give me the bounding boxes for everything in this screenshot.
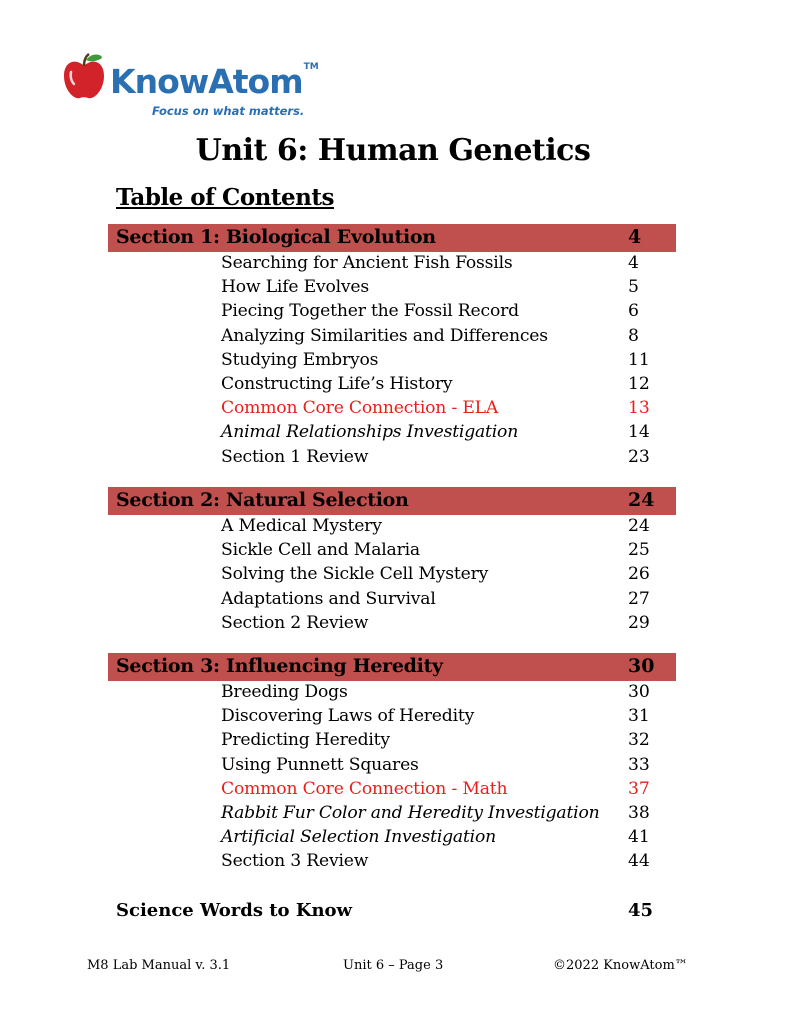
trademark: TM: [303, 62, 319, 72]
section-header-2[interactable]: [108, 487, 676, 515]
toc-entry-page: 13: [628, 398, 650, 419]
toc-entry-page: 32: [628, 730, 650, 751]
toc-entry[interactable]: [0, 851, 786, 875]
footer-left: M8 Lab Manual v. 3.1: [87, 958, 231, 973]
toc-entry-page: 12: [628, 374, 650, 394]
apple-icon: [62, 52, 106, 102]
toc-entry-label: Animal Relationships Investigation: [221, 422, 519, 443]
logo-wordmark: KnowAtom™: [110, 62, 319, 101]
toc-entry-label: Discovering Laws of Heredity: [221, 706, 475, 727]
toc-entry-page: 5: [628, 277, 639, 298]
toc-entry-page: 11: [628, 349, 650, 370]
toc-entry[interactable]: [0, 422, 786, 446]
toc-entry-label: Common Core Connection - ELA: [221, 398, 499, 419]
toc-entry-page: 4: [628, 253, 639, 273]
toc-entry-page: 26: [628, 564, 650, 585]
toc-entry-label: A Medical Mystery: [221, 516, 382, 536]
toc-entry[interactable]: [0, 350, 786, 374]
toc-entry-page: 30: [628, 682, 650, 702]
toc-entry-page: 37: [628, 778, 650, 799]
toc-entry[interactable]: [0, 827, 786, 851]
toc-entry-page: 14: [628, 422, 650, 443]
toc-entry-page: 27: [628, 588, 650, 609]
toc-entry[interactable]: [0, 398, 786, 422]
toc-entry-label: Common Core Connection - Math: [221, 778, 508, 799]
toc-entry-page: 33: [628, 754, 650, 775]
toc-entry-label: Section 3 Review: [221, 851, 369, 872]
toc-entry[interactable]: [0, 779, 786, 803]
toc-entry-label: Section 1 Review: [221, 446, 369, 467]
toc-entry-label: Constructing Life’s History: [221, 374, 453, 394]
toc-entry[interactable]: [0, 326, 786, 350]
toc-entry-label: Artificial Selection Investigation: [221, 827, 496, 848]
toc-entry-page: 41: [628, 827, 650, 848]
section-header-1[interactable]: [108, 224, 676, 252]
toc-entry-label: Studying Embryos: [221, 349, 379, 370]
toc-entry-label: How Life Evolves: [221, 277, 370, 298]
toc-heading: Table of Contents: [116, 184, 334, 211]
toc-entry-label: Analyzing Similarities and Differences: [221, 325, 548, 346]
toc-entry-label: Sickle Cell and Malaria: [221, 540, 420, 561]
toc-entry[interactable]: [0, 589, 786, 613]
section-title: Section 2: Natural Selection: [116, 489, 409, 511]
toc-entry[interactable]: [0, 564, 786, 588]
knowatom-logo: [62, 50, 322, 122]
toc-entry-label: Rabbit Fur Color and Heredity Investigation: [221, 803, 600, 823]
toc-entry[interactable]: [0, 447, 786, 471]
section-title: Section 3: Influencing Heredity: [116, 655, 443, 677]
section-title: Section 1: Biological Evolution: [116, 226, 436, 248]
page-title: Unit 6: Human Genetics: [195, 133, 591, 168]
toc-entry-label: Adaptations and Survival: [221, 588, 436, 609]
toc-entry-label: Breeding Dogs: [221, 682, 348, 702]
toc-entry[interactable]: [0, 730, 786, 754]
toc-entry[interactable]: [0, 516, 786, 540]
section-header-3[interactable]: [108, 653, 676, 681]
toc-entry-page: 31: [628, 706, 650, 727]
section-page-number: 30: [628, 655, 655, 677]
toc-entry-page: 44: [628, 851, 650, 872]
logo-tagline: Focus on what matters.: [152, 104, 305, 118]
science-words-label[interactable]: Science Words to Know: [116, 900, 353, 921]
toc-entry-label: Using Punnett Squares: [221, 754, 419, 775]
toc-entry[interactable]: [0, 253, 786, 277]
toc-entry[interactable]: [0, 374, 786, 398]
toc-entry[interactable]: [0, 682, 786, 706]
toc-entry-label: Solving the Sickle Cell Mystery: [221, 564, 489, 585]
toc-entry[interactable]: [0, 540, 786, 564]
toc-entry-label: Section 2 Review: [221, 612, 369, 633]
footer-center: Unit 6 – Page 3: [343, 958, 444, 973]
toc-entry-label: Predicting Heredity: [221, 730, 390, 751]
toc-entry[interactable]: [0, 755, 786, 779]
atom-o: o: [247, 62, 270, 101]
toc-entry-page: 24: [628, 516, 650, 536]
toc-entry-page: 23: [628, 446, 650, 467]
section-page-number: 4: [628, 226, 642, 248]
toc-entry-page: 38: [628, 803, 650, 823]
toc-entry[interactable]: [0, 706, 786, 730]
toc-entry[interactable]: [0, 301, 786, 325]
section-page-number: 24: [628, 489, 655, 511]
toc-entry-page: 29: [628, 612, 650, 633]
toc-entry-label: Piecing Together the Fossil Record: [221, 301, 519, 322]
toc-entry-page: 8: [628, 325, 639, 346]
science-words-page: 45: [628, 900, 654, 921]
toc-entry-page: 6: [628, 301, 639, 322]
toc-entry[interactable]: [0, 613, 786, 637]
toc-entry[interactable]: [0, 277, 786, 301]
footer-right: ©2022 KnowAtom™: [553, 958, 688, 973]
toc-entry[interactable]: [0, 803, 786, 827]
toc-entry-label: Searching for Ancient Fish Fossils: [221, 253, 513, 273]
toc-entry-page: 25: [628, 540, 650, 561]
